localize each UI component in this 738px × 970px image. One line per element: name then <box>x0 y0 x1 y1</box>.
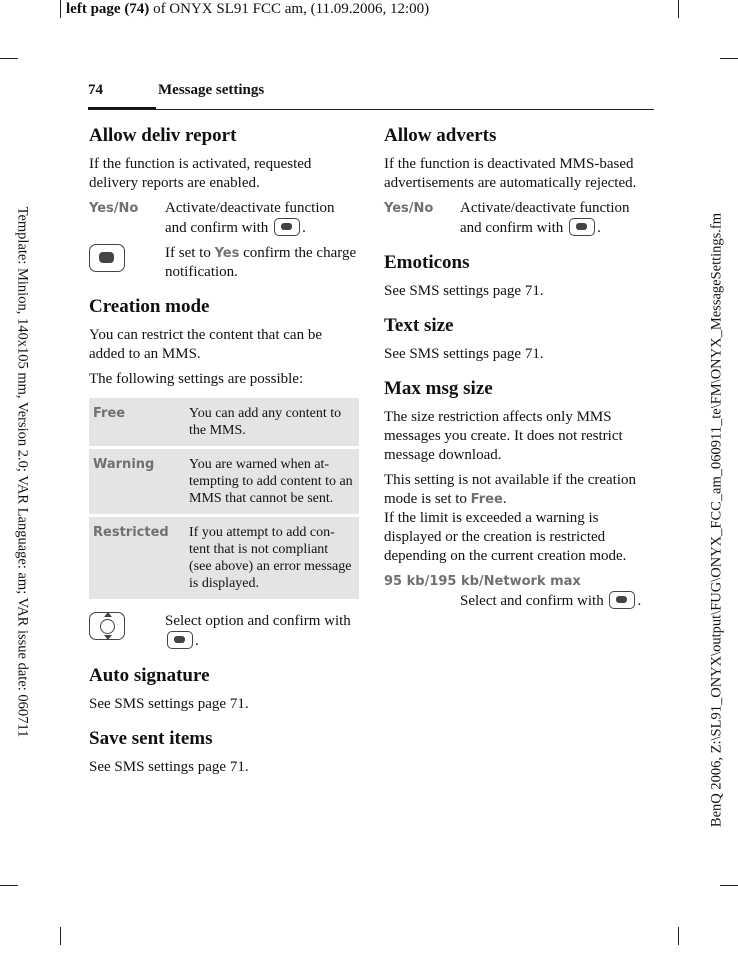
print-header-info: of ONYX SL91 FCC am, (11.09.2006, 12:00) <box>149 1 430 17</box>
section-save-sent-items <box>89 728 359 777</box>
section-intro: If the function is activated, requested delivery reports are enabled. <box>89 156 312 191</box>
crop-mark <box>720 58 738 59</box>
select-option-text: Select option and confirm with <box>165 613 351 629</box>
section-text-a: This setting is not available if the creation mode is set to <box>384 472 637 507</box>
section-allow-deliv-report <box>89 125 359 282</box>
file-path-info: BenQ 2006, Z:\SL91_ONYX\output\FUG\ONYX_FCC_am_060911_te\FM\ONYX_MessageSettings.fm <box>708 212 725 828</box>
charge-text-b: confirm the charge notification. <box>165 245 357 280</box>
yes-no-text: Activate/deactivate function and confirm with <box>165 200 335 236</box>
charge-row <box>89 244 359 282</box>
option-key: Restricted <box>89 517 185 599</box>
confirm-key-icon <box>89 244 125 272</box>
template-info: Template: Minion, 140x105 mm, Version 2.0; VAR Language: am; VAR issue date: 060711 <box>14 206 31 738</box>
section-auto-signature <box>89 665 359 714</box>
section-intro: If the function is deactivated MMS-based advertisements are automatically rejected. <box>384 156 637 191</box>
yes-no-row: Yes/No Activate/deactivate function and confirm with . <box>89 200 335 236</box>
yes-option: Yes <box>214 246 240 261</box>
section-intro-2: The following settings are possible: <box>89 371 304 387</box>
section-allow-adverts <box>384 125 654 238</box>
select-option-row: Select option and confirm with . <box>89 612 359 651</box>
navigation-key-icon <box>89 612 125 640</box>
section-text: See SMS settings page 71. <box>384 346 544 362</box>
yes-no-label: Yes/No <box>384 201 434 216</box>
option-key: Free <box>89 398 185 446</box>
section-text-b: . <box>502 491 507 507</box>
creation-mode-options-table <box>89 395 359 602</box>
section-heading: Max msg size <box>384 378 493 399</box>
section-text: If the limit is exceeded a warning is displayed or the creation is restricted depending on the current creation mode. <box>384 510 627 564</box>
section-heading: Save sent items <box>89 728 213 749</box>
section-creation-mode <box>89 296 359 651</box>
section-heading: Text size <box>384 315 454 336</box>
section-intro: You can restrict the content that can be added to an MMS. <box>89 327 322 362</box>
crop-mark <box>678 0 679 18</box>
table-row <box>89 517 359 599</box>
section-heading: Auto signature <box>89 665 210 686</box>
section-text: The size restriction affects only MMS messages you create. It does not restrict message download. <box>384 409 623 463</box>
section-max-msg-size <box>384 378 654 611</box>
yes-no-row: Yes/No Activate/deactivate function and confirm with . <box>384 200 630 236</box>
print-header-page: left page (74) <box>66 1 150 17</box>
confirm-key-icon <box>569 218 595 236</box>
section-heading: Creation mode <box>89 296 210 317</box>
crop-mark <box>60 0 61 18</box>
section-heading: Allow deliv report <box>89 125 237 146</box>
section-emoticons <box>384 252 654 301</box>
table-row <box>89 449 359 514</box>
crop-mark <box>60 927 61 945</box>
yes-no-label: Yes/No <box>89 201 139 216</box>
yes-no-text: Activate/deactivate function and confirm with <box>460 200 630 236</box>
confirm-key-icon <box>609 591 635 609</box>
section-text <box>384 471 654 509</box>
confirm-key-icon <box>167 631 193 649</box>
page-title: Message settings <box>158 82 265 98</box>
print-header <box>66 0 429 18</box>
left-column <box>89 125 359 791</box>
crop-mark <box>678 927 679 945</box>
confirm-key-icon <box>274 218 300 236</box>
charge-text-a: If set to <box>165 245 215 261</box>
size-select-row: Select and confirm with . <box>460 593 642 609</box>
table-row <box>89 398 359 446</box>
page-number: 74 <box>88 82 103 98</box>
header-rule <box>88 109 654 110</box>
section-heading: Emoticons <box>384 252 470 273</box>
option-desc: If you attempt to add con-tent that is not compliant (see above) an error message is displayed. <box>185 517 359 599</box>
option-desc: You are warned when at-tempting to add content to an MMS that cannot be sent. <box>185 449 359 514</box>
section-text-size <box>384 315 654 364</box>
free-option: Free <box>470 492 503 507</box>
right-column <box>384 125 654 625</box>
option-key: Warning <box>89 449 185 514</box>
section-text: See SMS settings page 71. <box>89 759 249 775</box>
size-select-text: Select and confirm with <box>460 593 604 609</box>
size-options-label: 95 kb/195 kb/Network max <box>384 574 581 589</box>
option-desc: You can add any content to the MMS. <box>185 398 359 446</box>
section-text: See SMS settings page 71. <box>384 283 544 299</box>
section-text: See SMS settings page 71. <box>89 696 249 712</box>
section-heading: Allow adverts <box>384 125 497 146</box>
